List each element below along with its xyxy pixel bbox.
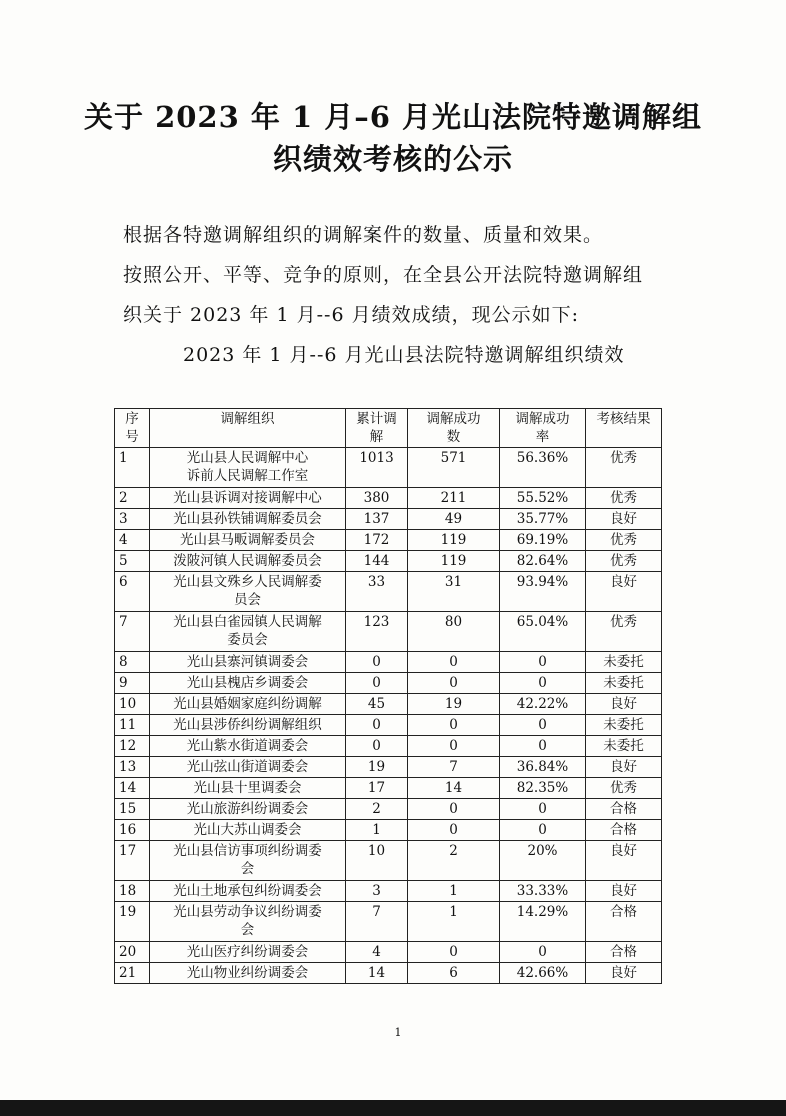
cell-org	[150, 694, 346, 715]
header-total-line-1: 累计调	[356, 411, 397, 427]
org-name-line-1: 光山县涉侨纠纷调解组织	[173, 717, 322, 733]
org-name-line-2: 会	[240, 861, 255, 877]
header-no-line-2: 号	[125, 429, 139, 445]
cell-org	[150, 820, 346, 841]
cell-success: 211	[408, 488, 500, 509]
table-row	[115, 799, 662, 820]
table-header-row	[115, 409, 662, 448]
cell-no: 16	[115, 820, 150, 841]
cell-success: 0	[408, 736, 500, 757]
cell-total: 1013	[346, 448, 408, 488]
cell-org	[150, 799, 346, 820]
cell-success: 0	[408, 652, 500, 673]
header-rate-line-1: 调解成功	[515, 411, 570, 427]
table-row	[115, 778, 662, 799]
org-name-line-1: 光山县诉调对接调解中心	[173, 490, 322, 506]
cell-success: 2	[408, 841, 500, 881]
cell-rate: 20%	[500, 841, 586, 881]
cell-success: 19	[408, 694, 500, 715]
table-row	[115, 488, 662, 509]
paragraph-line-3: 织关于 2023 年 1 月--6 月绩效成绩，现公示如下:	[123, 304, 579, 326]
cell-total: 45	[346, 694, 408, 715]
cell-no: 7	[115, 612, 150, 652]
header-no	[115, 409, 150, 448]
org-name-line-1: 光山县信访事项纠纷调委	[173, 843, 322, 859]
cell-result: 合格	[586, 942, 662, 963]
header-rate	[500, 409, 586, 448]
cell-org	[150, 902, 346, 942]
cell-org	[150, 488, 346, 509]
page-number: 1	[394, 1026, 402, 1039]
org-name-line-1: 光山县寨河镇调委会	[186, 654, 309, 670]
cell-success: 571	[408, 448, 500, 488]
table-row	[115, 820, 662, 841]
cell-total: 172	[346, 530, 408, 551]
table-row	[115, 551, 662, 572]
cell-total: 19	[346, 757, 408, 778]
cell-org	[150, 551, 346, 572]
performance-table	[114, 408, 662, 984]
cell-rate: 42.66%	[500, 963, 586, 984]
cell-rate: 0	[500, 652, 586, 673]
cell-result: 未委托	[586, 736, 662, 757]
cell-result: 良好	[586, 757, 662, 778]
cell-no: 12	[115, 736, 150, 757]
cell-no: 1	[115, 448, 150, 488]
table-row	[115, 942, 662, 963]
cell-success: 0	[408, 799, 500, 820]
cell-org	[150, 715, 346, 736]
cell-no: 18	[115, 881, 150, 902]
cell-rate: 82.64%	[500, 551, 586, 572]
cell-result: 优秀	[586, 612, 662, 652]
table-row	[115, 509, 662, 530]
org-name-line-1: 光山旅游纠纷调委会	[186, 801, 309, 817]
cell-result: 优秀	[586, 551, 662, 572]
title-line-1: 关于 2023 年 1 月–6 月光山法院特邀调解组	[83, 100, 703, 134]
cell-org	[150, 448, 346, 488]
org-name-line-1: 泼陂河镇人民调解委员会	[173, 553, 322, 569]
org-name-line-1: 光山县劳动争议纠纷调委	[173, 904, 322, 920]
cell-rate: 0	[500, 942, 586, 963]
cell-no: 2	[115, 488, 150, 509]
cell-result: 优秀	[586, 530, 662, 551]
cell-no: 21	[115, 963, 150, 984]
cell-total: 1	[346, 820, 408, 841]
cell-result: 良好	[586, 694, 662, 715]
cell-success: 119	[408, 551, 500, 572]
table-row	[115, 448, 662, 488]
cell-result: 合格	[586, 902, 662, 942]
cell-rate: 42.22%	[500, 694, 586, 715]
cell-rate: 65.04%	[500, 612, 586, 652]
header-no-line-1: 序	[125, 411, 139, 427]
cell-total: 0	[346, 652, 408, 673]
cell-no: 15	[115, 799, 150, 820]
org-name-line-1: 光山县白雀园镇人民调解	[173, 614, 322, 630]
cell-rate: 0	[500, 820, 586, 841]
cell-rate: 69.19%	[500, 530, 586, 551]
cell-result: 良好	[586, 881, 662, 902]
cell-result: 优秀	[586, 778, 662, 799]
cell-success: 14	[408, 778, 500, 799]
org-name-line-1: 光山县槐店乡调委会	[186, 675, 309, 691]
cell-result: 合格	[586, 820, 662, 841]
cell-org	[150, 530, 346, 551]
org-name-line-1: 光山大苏山调委会	[193, 822, 302, 838]
cell-total: 33	[346, 572, 408, 612]
cell-rate: 35.77%	[500, 509, 586, 530]
cell-result: 未委托	[586, 715, 662, 736]
header-success	[408, 409, 500, 448]
cell-rate: 82.35%	[500, 778, 586, 799]
table-row	[115, 673, 662, 694]
scan-bottom-edge	[0, 1100, 786, 1116]
paragraph-line-1: 根据各特邀调解组织的调解案件的数量、质量和效果。	[123, 224, 604, 246]
cell-rate: 0	[500, 673, 586, 694]
cell-success: 31	[408, 572, 500, 612]
cell-result: 良好	[586, 572, 662, 612]
header-rate-line-2: 率	[535, 429, 550, 445]
cell-success: 49	[408, 509, 500, 530]
cell-no: 4	[115, 530, 150, 551]
table-row	[115, 530, 662, 551]
table-row	[115, 902, 662, 942]
cell-no: 13	[115, 757, 150, 778]
cell-total: 14	[346, 963, 408, 984]
org-name-line-2: 员会	[234, 592, 261, 608]
cell-total: 0	[346, 673, 408, 694]
cell-rate: 33.33%	[500, 881, 586, 902]
cell-rate: 36.84%	[500, 757, 586, 778]
cell-org	[150, 841, 346, 881]
org-name-line-2: 诉前人民调解工作室	[186, 468, 309, 484]
header-success-line-1: 调解成功	[426, 411, 481, 427]
org-name-line-1: 光山县人民调解中心	[186, 450, 309, 466]
cell-total: 4	[346, 942, 408, 963]
cell-rate: 56.36%	[500, 448, 586, 488]
cell-rate: 14.29%	[500, 902, 586, 942]
title-line-2: 织绩效考核的公示	[272, 142, 513, 176]
cell-no: 11	[115, 715, 150, 736]
cell-org	[150, 736, 346, 757]
cell-total: 123	[346, 612, 408, 652]
cell-success: 7	[408, 757, 500, 778]
cell-no: 17	[115, 841, 150, 881]
table-row	[115, 881, 662, 902]
org-name-line-2: 会	[240, 922, 255, 938]
table-row	[115, 715, 662, 736]
header-total-line-2: 解	[369, 429, 384, 445]
cell-total: 17	[346, 778, 408, 799]
header-success-line-2: 数	[446, 429, 461, 445]
org-name-line-1: 光山紫水街道调委会	[186, 738, 309, 754]
org-name-line-2: 委员会	[227, 632, 268, 648]
cell-success: 0	[408, 673, 500, 694]
cell-total: 2	[346, 799, 408, 820]
table-row	[115, 757, 662, 778]
cell-no: 6	[115, 572, 150, 612]
header-result: 考核结果	[586, 409, 662, 448]
table-body	[115, 448, 662, 984]
cell-success: 80	[408, 612, 500, 652]
cell-no: 9	[115, 673, 150, 694]
cell-rate: 0	[500, 799, 586, 820]
org-name-line-1: 光山县孙铁铺调解委员会	[173, 511, 322, 527]
header-org: 调解组织	[150, 409, 346, 448]
cell-success: 1	[408, 902, 500, 942]
cell-no: 3	[115, 509, 150, 530]
table-caption: 2023 年 1 月--6 月光山县法院特邀调解组织绩效	[183, 344, 625, 366]
cell-rate: 93.94%	[500, 572, 586, 612]
cell-total: 144	[346, 551, 408, 572]
cell-org	[150, 778, 346, 799]
cell-total: 0	[346, 715, 408, 736]
cell-total: 7	[346, 902, 408, 942]
cell-result: 未委托	[586, 652, 662, 673]
cell-total: 0	[346, 736, 408, 757]
table-row	[115, 841, 662, 881]
org-name-line-1: 光山物业纠纷调委会	[186, 965, 309, 981]
paragraph-line-2: 按照公开、平等、竞争的原则，在全县公开法院特邀调解组	[123, 264, 644, 286]
cell-no: 19	[115, 902, 150, 942]
org-name-line-1: 光山县婚姻家庭纠纷调解	[173, 696, 322, 712]
org-name-line-1: 光山县十里调委会	[193, 780, 302, 796]
cell-org	[150, 942, 346, 963]
cell-org	[150, 881, 346, 902]
cell-result: 良好	[586, 841, 662, 881]
org-name-line-1: 光山县马畈调解委员会	[180, 532, 315, 548]
org-name-line-1: 光山土地承包纠纷调委会	[173, 883, 322, 899]
cell-total: 137	[346, 509, 408, 530]
cell-rate: 0	[500, 715, 586, 736]
document-title	[60, 96, 726, 180]
cell-org	[150, 963, 346, 984]
cell-total: 380	[346, 488, 408, 509]
table-row	[115, 572, 662, 612]
cell-success: 0	[408, 942, 500, 963]
cell-success: 0	[408, 820, 500, 841]
cell-org	[150, 652, 346, 673]
cell-org	[150, 757, 346, 778]
cell-result: 未委托	[586, 673, 662, 694]
cell-result: 良好	[586, 509, 662, 530]
cell-org	[150, 509, 346, 530]
cell-success: 0	[408, 715, 500, 736]
table-row	[115, 694, 662, 715]
cell-result: 优秀	[586, 448, 662, 488]
cell-no: 10	[115, 694, 150, 715]
cell-result: 良好	[586, 963, 662, 984]
cell-success: 6	[408, 963, 500, 984]
cell-total: 10	[346, 841, 408, 881]
cell-total: 3	[346, 881, 408, 902]
table-row	[115, 652, 662, 673]
table-row	[115, 612, 662, 652]
table-row	[115, 736, 662, 757]
cell-no: 14	[115, 778, 150, 799]
cell-success: 1	[408, 881, 500, 902]
cell-org	[150, 612, 346, 652]
cell-rate: 55.52%	[500, 488, 586, 509]
cell-result: 合格	[586, 799, 662, 820]
cell-org	[150, 572, 346, 612]
table-row	[115, 963, 662, 984]
cell-no: 20	[115, 942, 150, 963]
header-total	[346, 409, 408, 448]
cell-no: 5	[115, 551, 150, 572]
cell-rate: 0	[500, 736, 586, 757]
cell-result: 优秀	[586, 488, 662, 509]
cell-success: 119	[408, 530, 500, 551]
org-name-line-1: 光山县文殊乡人民调解委	[173, 574, 322, 590]
org-name-line-1: 光山弦山街道调委会	[186, 759, 309, 775]
cell-no: 8	[115, 652, 150, 673]
org-name-line-1: 光山医疗纠纷调委会	[186, 944, 309, 960]
cell-org	[150, 673, 346, 694]
